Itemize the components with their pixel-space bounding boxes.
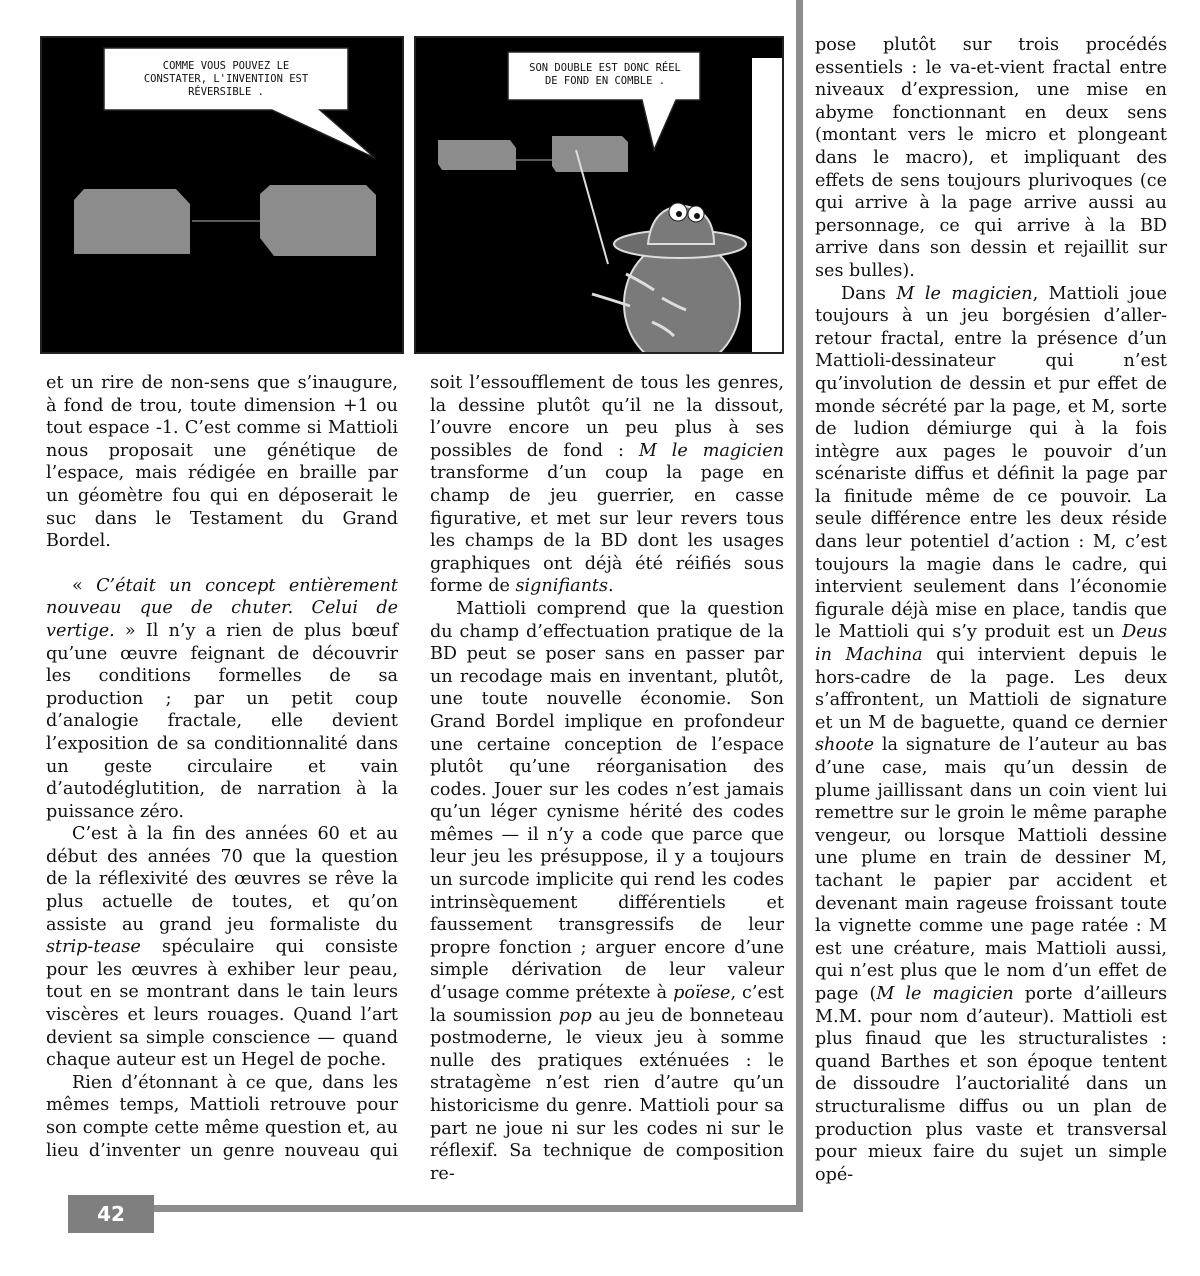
paragraph: Mattioli comprend que la question du champ d’effectuation pratique de la BD peut se poser sans en passer par un recodage mais en inventant, plutôt, une toute nouvelle économie. Son Grand Bordel implique en profondeur une certaine conception de l’espace plutôt qu’une réorganisation des codes. Jouer sur les codes n’est jamais qu’un léger cynisme hérité des codes mêmes — il n’y a code que parce que leur jeu les présuppose, il y a toujours un surcode implicite qui rend les codes intrinsèquement différentiels et faussement transgressifs de leur propre fonction ; arguer encore d’une simple dérivation de leur valeur d’usage comme prétexte à poïese, c’est la soumission pop au jeu de bonneteau postmoderne, le vieux jeu à somme nulle des pratiques exténuées : le stratagème n’est rien d’autre qu’un historicisme du genre. Mattioli pour sa part ne joue ni sur les codes ni sur le réflexif. Sa technique de composition re- xyxy=(430,598,784,1184)
box-shape-right xyxy=(552,136,628,172)
book-title: M le magicien xyxy=(896,283,1033,304)
paragraph: soit l’essoufflement de tous les genres, la dessine plutôt qu’il ne la dissout, l’ouvre encore un peu plus à ses possibles de fond : M le magicien transforme d’un coup la page en champ de jeu guerrier, en casse figurative, et met sur leur revers tous les champs de la BD dont les usages graphiques ont déjà été réifiés sous forme de signifiants. xyxy=(430,373,784,597)
text-column-2 xyxy=(430,372,784,1185)
emphasis: pop xyxy=(558,1005,592,1026)
text-column-3 xyxy=(815,34,1167,1186)
emphasis: shoote xyxy=(815,735,875,756)
text-column-1 xyxy=(46,372,398,1162)
box-shape-left xyxy=(74,189,190,254)
paragraph: Dans M le magicien, Mattioli joue toujours à un jeu borgésien d’aller-retour fractal, entre la présence d’un Mattioli-dessinateur qui n’est qu’involution de dessin et pur effet de monde sécrété par la page, et M, sorte de ludion démiurge qui à la fois intègre aux pages le pouvoir d’un scénariste diffus et définit la page par la finitude même de ce pouvoir. La seule différence entre les deux réside dans leur potentiel d’action : M, c’est toujours la magie dans le cadre, qui intervient seulement dans l’économie figurale déjà mise en place, tandis que le Mattioli qui s’y produit est un Deus in Machina qui intervient depuis le hors-cadre de la page. Les deux s’affrontent, un Mattioli de signature et un M de baguette, quand ce dernier shoote la signature de l’auteur au bas d’une case, mais qu’un dessin de plume jaillissant dans un coin vient lui remettre sur le groin le même paraphe vengeur, ou lorsque Mattioli dessine une plume en train de dessiner M, tachant le papier par accident et devenant main rageuse froissant toute la vignette comme une page ratée : M est une créature, mais Mattioli aussi, qui n’est plus que le nom d’un effet de page (M le magicien porte d’ailleurs M.M. pour nom d’auteur). Mattioli est plus finaud que les structuralistes : quand Barthes et son époque tentent de dissoudre l’auctorialité dans un structuralisme diffus ou un plan de production plus vaste et transversal pour mieux faire du sujet un simple opé- xyxy=(815,283,1167,1185)
box-shape-left xyxy=(438,140,516,170)
paragraph: C’est à la fin des années 60 et au début des années 70 que la question de la réflexivité des œuvres se rêve la plus actuelle de toutes, et qu’on assiste au grand jeu formaliste du strip-tease spéculaire qui consiste pour les œuvres à exhiber leur peau, tout en se montrant dans le tain leurs viscères et leurs rouages. Quand l’art devient sa simple conscience — quand chaque auteur est un Hegel de poche. xyxy=(46,824,398,1071)
paragraph: Rien d’étonnant à ce que, dans les mêmes temps, Mattioli retrouve pour son compte cette même question et, au lieu d’inventer un genre nouveau qui xyxy=(46,1072,398,1161)
paragraph: « C’était un concept entièrement nouveau que de chuter. Celui de vertige. » Il n’y a rien de plus bœuf qu’une œuvre feignant de découvrir les conditions formelles de sa production ; par un petit coup d’analogie fractale, elle devient l’exposition de sa conditionnalité dans un geste circulaire et vain d’autodéglutition, de narration à la puissance zéro. xyxy=(46,575,398,822)
box-shape-right xyxy=(260,185,376,256)
magician-character xyxy=(592,203,746,354)
speech-bubble-text: COMME VOUS POUVEZ LE CONSTATER, L'INVENTION EST RÉVERSIBLE . xyxy=(143,60,309,98)
comic-panel-right xyxy=(414,36,784,354)
page-frame-vertical xyxy=(796,0,803,1212)
comic-panel-left xyxy=(40,36,404,354)
page-number-box xyxy=(68,1195,154,1233)
emphasis: strip-tease xyxy=(46,937,141,958)
emphasis: poïese xyxy=(673,983,731,1004)
speech-bubble-text: SON DOUBLE EST DONC RÉEL DE FOND EN COMBLE . xyxy=(529,62,681,87)
paragraph: et un rire de non-sens que s’inaugure, à fond de trou, toute dimension +1 ou tout espace -1. C’est comme si Mattioli nous proposait une génétique de l’espace, mais rédigée en braille par un géomètre fou qui en déposerait le suc dans le Testament du Grand Bordel. xyxy=(46,373,398,552)
emphasis: Deus in Machina xyxy=(815,622,1167,666)
book-title: M le magicien xyxy=(876,983,1014,1004)
quote-text: C’était un concept entièrement nouveau que de chuter. Celui de vertige. xyxy=(46,575,398,641)
page-frame-horizontal xyxy=(150,1205,803,1212)
paragraph: pose plutôt sur trois procédés essentiels : le va-et-vient fractal entre niveaux d’expression, une mise en abyme fonctionnant en deux sens (montant vers le micro et plongeant dans le macro), et impliquant des effets de sens toujours plurivoques (ce qui arrive à la page arrive aussi au personnage, ce qui arrive à la BD arrive dans son dessin et rejaillit sur ses bulles). xyxy=(815,35,1167,281)
emphasis: signifiants xyxy=(515,576,609,597)
panel-edge xyxy=(752,58,784,354)
page-number: 42 xyxy=(97,1202,125,1226)
book-title: M le magicien xyxy=(638,440,784,461)
